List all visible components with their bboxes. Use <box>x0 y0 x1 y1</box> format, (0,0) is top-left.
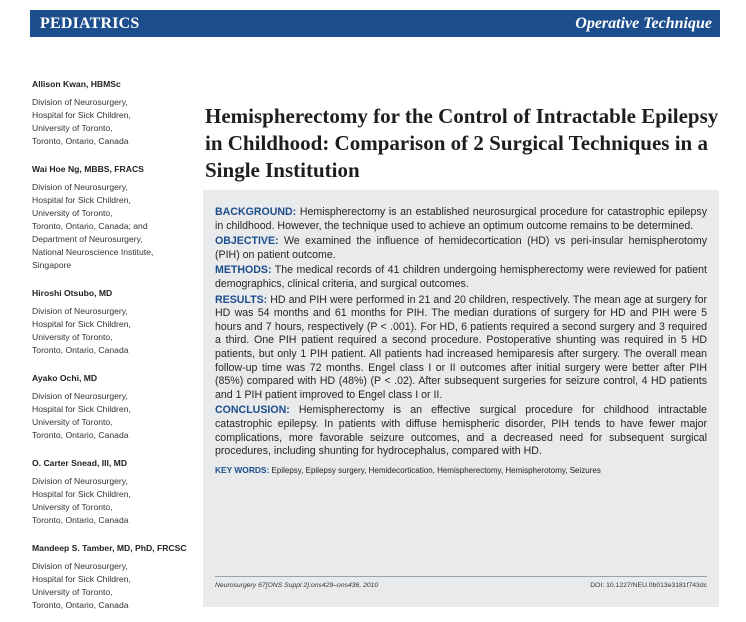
affiliation-line: University of Toronto, <box>32 502 113 512</box>
objective-label: OBJECTIVE: <box>215 235 279 248</box>
author-affiliation <box>32 560 192 612</box>
affiliation-line: Division of Neurosurgery, <box>32 306 128 316</box>
affiliation-line: Hospital for Sick Children, <box>32 110 131 120</box>
journal-citation: Neurosurgery 67[ONS Suppl 2]:ons429–ons436, 2010 <box>215 582 379 589</box>
keywords-text: Epilepsy, Epilepsy surgery, Hemidecortication, Hemispherectomy, Hemispherotomy, Seizures <box>271 465 601 475</box>
author-list <box>32 78 192 622</box>
keywords <box>215 464 707 477</box>
author-block <box>32 457 192 527</box>
affiliation-line: Toronto, Ontario, Canada; and <box>32 221 148 231</box>
author-block <box>32 372 192 442</box>
background-label: BACKGROUND: <box>215 206 297 218</box>
results-text: HD and PIH were performed in 21 and 20 children, respectively. The mean age at surgery for HD was 54 months and 61 months for PIH. The median durations of surgery for HD and PIH were 5 hours and 7 hours, respectively (P < .001). For HD, 6 patients required a second surgery and 3 required a third. One PIH patient required a second procedure. Postoperative shunting was required in 5 HD patients, but only 1 PIH patient. All patients had increased hemiparesis after surgery. The overall mean follow-up time was 72 months. Engel class I or II outcomes after initial surgery were better after PIH (85%) compared with HD (48%) (P < .02). After subsequent surgeries for seizure control, 4 HD patients and 1 PIH patient improved to Engel class I or II. <box>215 293 707 401</box>
author-name: Allison Kwan, HBMSc <box>32 79 121 89</box>
methods-label: METHODS: <box>215 264 272 277</box>
affiliation-line: Hospital for Sick Children, <box>32 319 131 329</box>
keywords-label: KEY WORDS: <box>215 464 270 475</box>
affiliation-line: Division of Neurosurgery, <box>32 561 128 571</box>
author-name: O. Carter Snead, III, MD <box>32 458 128 468</box>
article-title: Hemispherectomy for the Control of Intractable Epilepsy in Childhood: Comparison of 2 Surgical Techniques in a Single Institution <box>205 104 719 182</box>
author-block <box>32 78 192 148</box>
affiliation-line: Division of Neurosurgery, <box>32 97 128 107</box>
affiliation-line: University of Toronto, <box>32 417 113 427</box>
background-text: Hemispherectomy is an established neurosurgical procedure for catastrophic epilepsy in childhood. However, the technique used to achieve an optimum outcome remains to be determined. <box>215 206 707 232</box>
methods-text: The medical records of 41 children undergoing hemispherectomy were reviewed for patient demographics, clinical criteria, and surgical outcomes. <box>215 264 707 290</box>
abstract-conclusion <box>215 404 707 458</box>
affiliation-line: Hospital for Sick Children, <box>32 195 131 205</box>
affiliation-line: University of Toronto, <box>32 587 113 597</box>
affiliation-line: Division of Neurosurgery, <box>32 182 128 192</box>
author-affiliation <box>32 475 192 527</box>
abstract-objective <box>215 235 707 262</box>
author-name: Mandeep S. Tamber, MD, PhD, FRCSC <box>32 543 187 553</box>
author-affiliation <box>32 96 192 148</box>
conclusion-label: CONCLUSION: <box>215 404 290 417</box>
affiliation-line: Toronto, Ontario, Canada <box>32 430 129 440</box>
affiliation-line: Toronto, Ontario, Canada <box>32 345 129 355</box>
affiliation-line: University of Toronto, <box>32 208 113 218</box>
affiliation-line: Toronto, Ontario, Canada <box>32 600 129 610</box>
affiliation-line: University of Toronto, <box>32 332 113 342</box>
abstract-results <box>215 294 707 403</box>
affiliation-line: Division of Neurosurgery, <box>32 391 128 401</box>
affiliation-line: Hospital for Sick Children, <box>32 489 131 499</box>
author-name: Ayako Ochi, MD <box>32 373 98 383</box>
abstract-content <box>215 206 707 479</box>
affiliation-line: Hospital for Sick Children, <box>32 404 131 414</box>
section-label: PEDIATRICS <box>40 14 140 32</box>
citation-line <box>215 576 707 589</box>
objective-text: We examined the influence of hemidecortication (HD) vs peri-insular hemispherotomy (PIH) on patient outcome. <box>215 235 707 261</box>
abstract-background <box>215 206 707 233</box>
author-block <box>32 287 192 357</box>
section-header-bar <box>30 10 720 37</box>
author-block <box>32 542 192 612</box>
affiliation-line: Singapore <box>32 260 72 270</box>
affiliation-line: Toronto, Ontario, Canada <box>32 515 129 525</box>
affiliation-line: University of Toronto, <box>32 123 113 133</box>
affiliation-line: Hospital for Sick Children, <box>32 574 131 584</box>
author-affiliation <box>32 390 192 442</box>
doi-text: DOI: 10.1227/NEU.0b013e3181f743dc <box>590 582 707 589</box>
abstract-box <box>203 190 719 607</box>
article-type-label: Operative Technique <box>575 14 712 32</box>
abstract-methods <box>215 264 707 291</box>
affiliation-line: National Neuroscience Institute, <box>32 247 154 257</box>
affiliation-line: Department of Neurosurgery, <box>32 234 143 244</box>
conclusion-text: Hemispherectomy is an effective surgical procedure for childhood intractable catastrophic epilepsy. In patients with diffuse hemispheric disorder, PIH tends to have fewer major complications, more favorable seizure outcomes, and a decreased need for subsequent surgical procedures, including shunting for hydrocephalus, compared with HD. <box>215 404 707 458</box>
affiliation-line: Division of Neurosurgery, <box>32 476 128 486</box>
results-label: RESULTS: <box>215 293 268 306</box>
author-name: Wai Hoe Ng, MBBS, FRACS <box>32 164 144 174</box>
author-name: Hiroshi Otsubo, MD <box>32 288 113 298</box>
author-affiliation <box>32 181 192 272</box>
author-affiliation <box>32 305 192 357</box>
author-block <box>32 163 192 272</box>
affiliation-line: Toronto, Ontario, Canada <box>32 136 129 146</box>
